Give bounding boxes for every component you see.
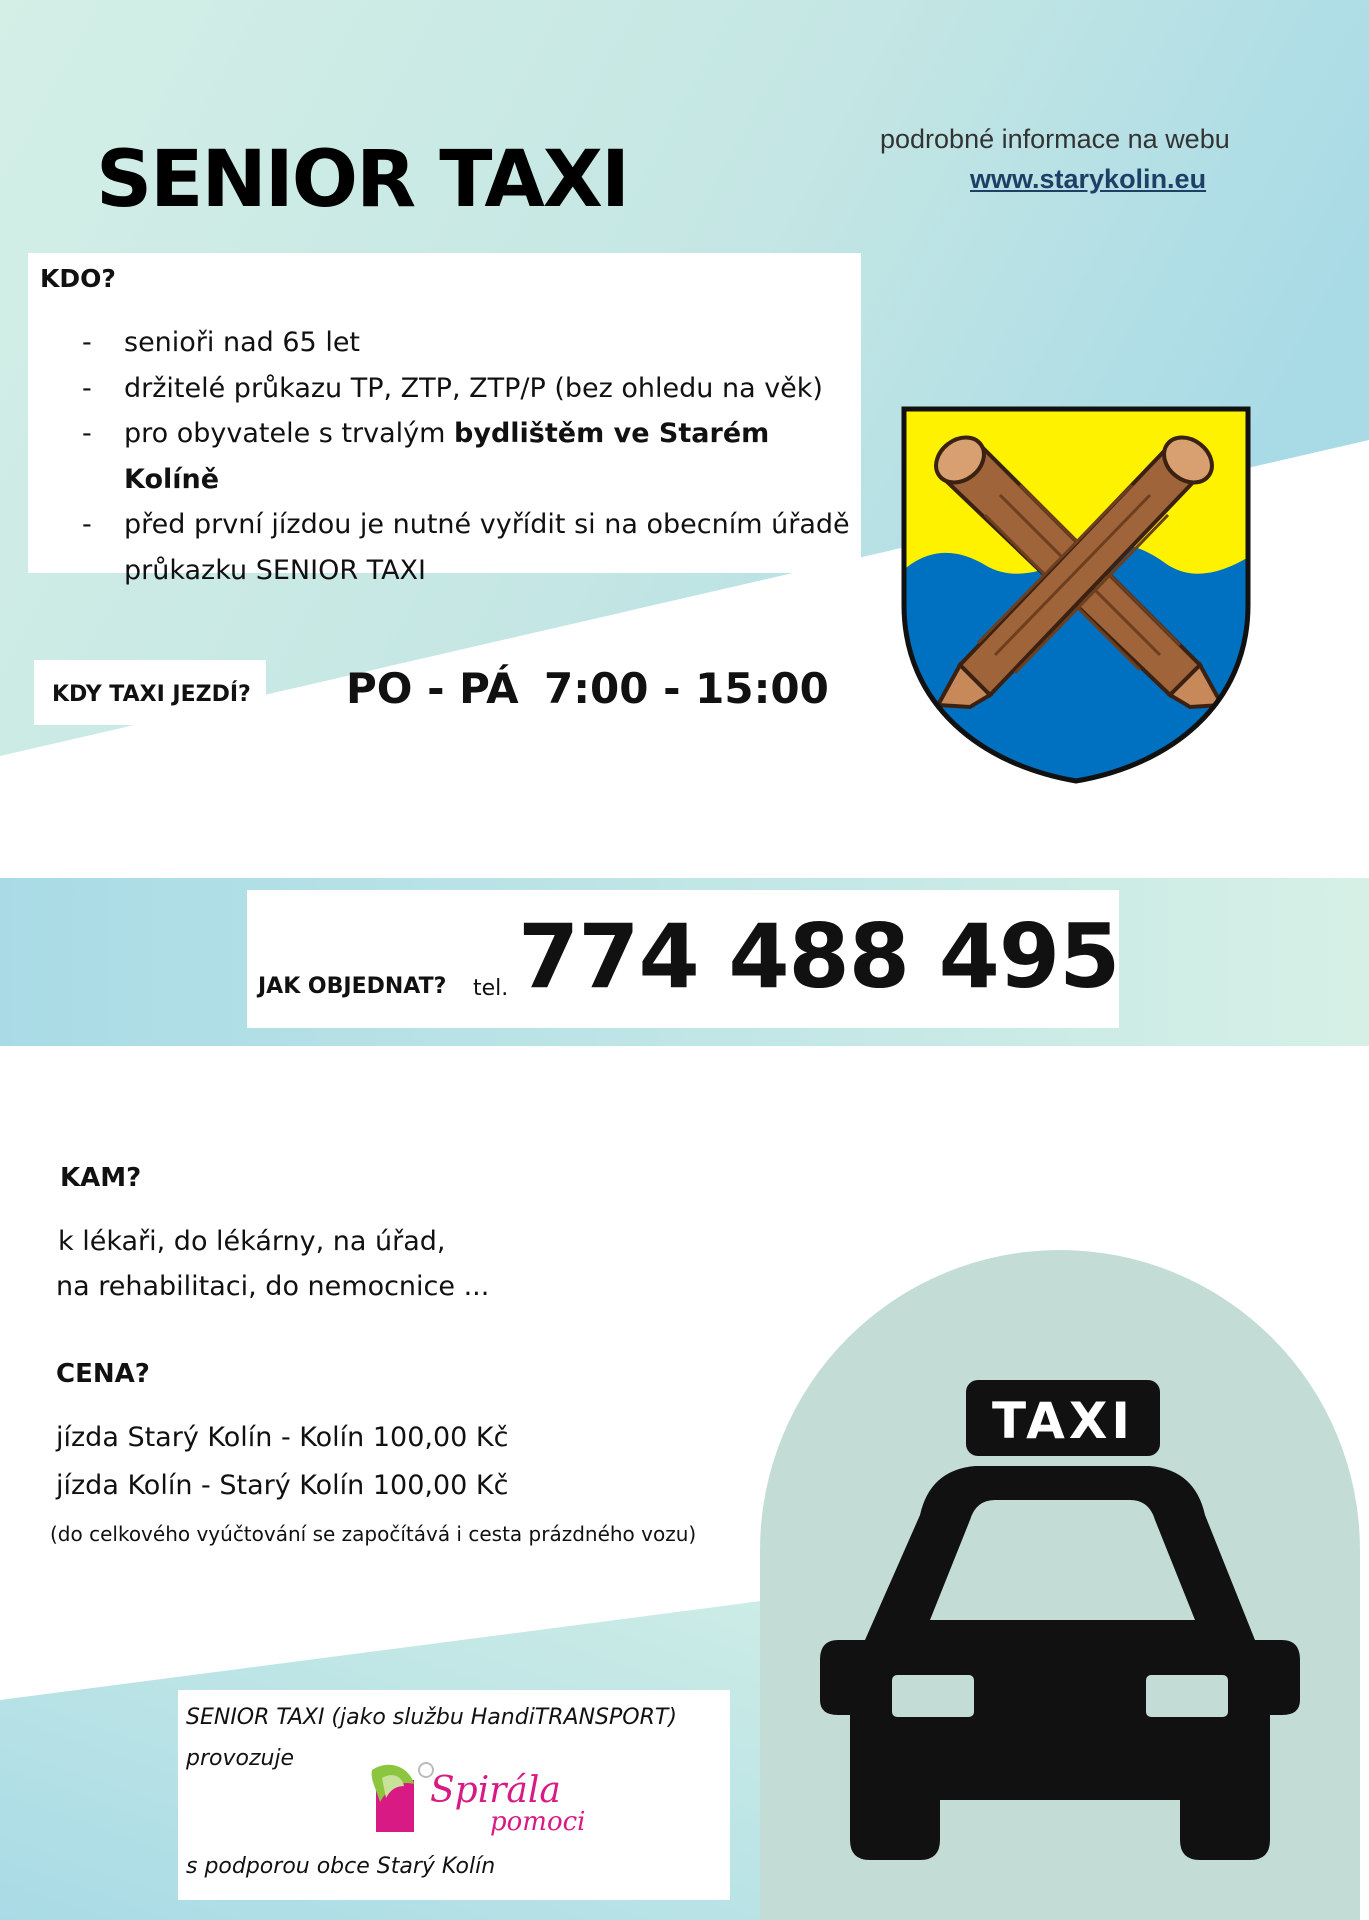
price-line: jízda Starý Kolín - Kolín 100,00 Kč [56,1422,509,1453]
page-title: SENIOR TAXI [96,135,628,225]
kam-line: k lékaři, do lékárny, na úřad, [58,1226,446,1257]
spirala-logo-icon [370,1758,590,1838]
list-item: - před první jízdou je nutné vyřídit si na obecním úřadě průkazku SENIOR TAXI [78,502,858,593]
kam-line: na rehabilitaci, do nemocnice ... [56,1271,490,1302]
list-item-text: pro obyvatele s trvalým [124,418,455,449]
website-link[interactable]: www.starykolin.eu [970,164,1207,194]
price-line: jízda Kolín - Starý Kolín 100,00 Kč [56,1470,509,1501]
kdo-heading: KDO? [40,264,116,293]
when-label: KDY TAXI JEZDÍ? [52,682,251,707]
list-item: - držitelé průkazu TP, ZTP, ZTP/P (bez ohledu na věk) [78,366,858,412]
cena-heading: CENA? [56,1359,150,1389]
tel-label: tel. [473,976,509,1001]
logo-text: Spirála [430,1770,561,1811]
coat-of-arms-icon [900,405,1252,785]
phone-number[interactable]: 774 488 495 [518,905,1120,1008]
logo-text: pomoci [490,1807,586,1837]
operator-line: provozuje [186,1746,295,1771]
price-note: (do celkového vyúčtování se započítává i cesta prázdného vozu) [50,1522,697,1546]
taxi-car-icon [800,1320,1320,1920]
operator-line: s podporou obce Starý Kolín [186,1854,496,1879]
taxi-sign-text: TAXI [991,1392,1135,1450]
list-item [78,411,858,502]
when-time: 7:00 - 15:00 [544,664,829,713]
kdo-list [78,320,858,593]
when-days: PO - PÁ [346,664,519,713]
list-item: - senioři nad 65 let [78,320,858,366]
kam-heading: KAM? [60,1163,142,1193]
list-item-bold-text: bydlištěm ve Starém Kolíně [124,418,770,495]
web-info-text: podrobné informace na webu [880,124,1230,154]
order-label: JAK OBJEDNAT? [258,974,447,999]
operator-line: SENIOR TAXI (jako službu HandiTRANSPORT) [186,1705,677,1730]
